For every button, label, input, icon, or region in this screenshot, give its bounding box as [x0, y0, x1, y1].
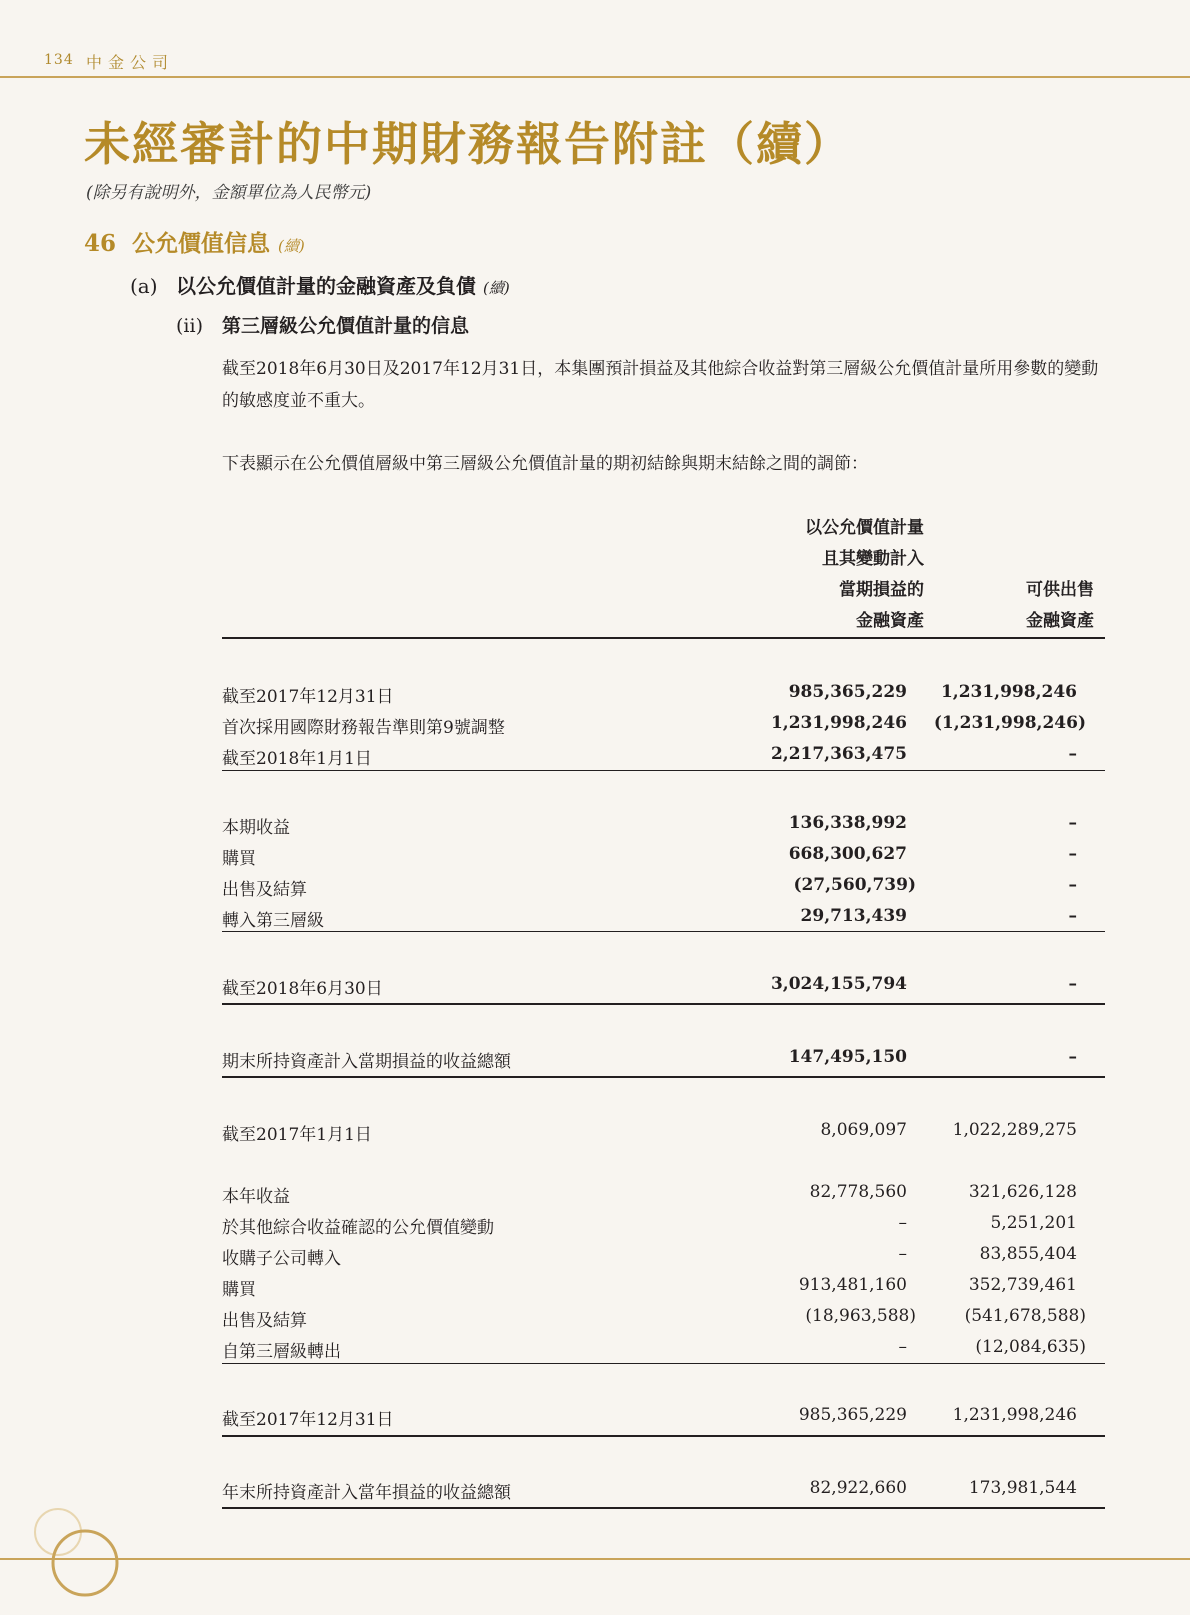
row-value-fvtpl: 136,338,992 — [788, 813, 907, 833]
row-value-fvtpl: – — [898, 1213, 907, 1233]
decorative-rings-icon — [28, 1505, 128, 1605]
table-row — [222, 1302, 1105, 1332]
table-row — [222, 740, 1105, 770]
table-row — [222, 1043, 1105, 1073]
row-label: 截至2018年6月30日 — [222, 979, 383, 999]
row-value-afs: – — [1068, 906, 1077, 926]
row-value-afs: 1,022,289,275 — [952, 1120, 1077, 1140]
table-row — [222, 709, 1105, 739]
table-row — [222, 1474, 1105, 1504]
table-row — [222, 1209, 1105, 1239]
section-continued: (續) — [278, 237, 305, 255]
total-rule — [222, 1076, 1105, 1078]
row-label: 轉入第三層級 — [222, 911, 324, 931]
row-value-fvtpl: 82,778,560 — [809, 1182, 907, 1202]
row-value-afs: (1,231,998,246) — [933, 713, 1086, 733]
column-header-line: 且其變動計入 — [822, 549, 924, 569]
table-row — [222, 809, 1105, 839]
table-row — [222, 1178, 1105, 1208]
table-row — [222, 678, 1105, 708]
page-number: 134 — [44, 52, 74, 68]
subtotal-rule — [222, 770, 1105, 771]
row-label: 本年收益 — [222, 1187, 290, 1207]
section-title: 公允價值信息 — [132, 230, 270, 257]
row-value-fvtpl: (27,560,739) — [793, 875, 916, 895]
subsection-a-title: 以公允價值計量的金融資產及負債 — [176, 274, 476, 298]
footer-rule — [0, 1558, 1190, 1560]
page-subtitle: (除另有說明外，金額單位為人民幣元) — [86, 183, 372, 203]
section-number: 46 — [84, 230, 117, 257]
row-label: 截至2017年12月31日 — [222, 1410, 394, 1430]
column-header-line: 金融資產 — [1026, 611, 1094, 631]
table-row — [222, 840, 1105, 870]
table-row — [222, 1401, 1105, 1431]
column-header-line: 當期損益的 — [839, 580, 924, 600]
row-value-afs: – — [1068, 1047, 1077, 1067]
row-value-afs: 1,231,998,246 — [940, 682, 1077, 702]
row-label: 出售及結算 — [222, 1311, 307, 1331]
row-label: 收購子公司轉入 — [222, 1249, 341, 1269]
column-header-fvtpl — [805, 513, 924, 637]
row-label: 年末所持資產計入當年損益的收益總額 — [222, 1483, 511, 1503]
row-label: 出售及結算 — [222, 880, 307, 900]
table-row — [222, 871, 1105, 901]
section-heading — [84, 225, 305, 258]
row-value-fvtpl: 985,365,229 — [788, 682, 907, 702]
reconciliation-intro: 下表顯示在公允價值層級中第三層級公允價值計量的期初結餘與期末結餘之間的調節： — [222, 454, 868, 474]
row-value-afs: 1,231,998,246 — [952, 1405, 1077, 1425]
column-header-line: 可供出售 — [1026, 580, 1094, 600]
row-label: 期末所持資產計入當期損益的收益總額 — [222, 1052, 511, 1072]
row-value-afs: 173,981,544 — [968, 1478, 1077, 1498]
company-name: 中金公司 — [86, 53, 175, 72]
row-label: 自第三層級轉出 — [222, 1342, 341, 1362]
row-value-fvtpl: (18,963,588) — [805, 1306, 916, 1326]
row-value-afs: – — [1068, 844, 1077, 864]
total-rule — [222, 1507, 1105, 1509]
row-label: 購買 — [222, 1280, 256, 1300]
subsection-ii-label: (ii) — [176, 315, 203, 337]
row-value-fvtpl: 668,300,627 — [788, 844, 907, 864]
row-value-afs: (12,084,635) — [975, 1337, 1086, 1357]
header-rule — [0, 76, 1190, 78]
subsection-ii-heading — [176, 311, 469, 338]
table-row — [222, 1333, 1105, 1363]
total-rule — [222, 1435, 1105, 1437]
row-value-afs: – — [1068, 875, 1077, 895]
row-value-fvtpl: 8,069,097 — [820, 1120, 907, 1140]
subtotal-rule — [222, 931, 1105, 932]
subsection-a-continued: (續) — [482, 279, 510, 297]
table-row — [222, 902, 1105, 932]
row-label: 截至2017年12月31日 — [222, 687, 394, 707]
table-header-rule — [222, 637, 1105, 639]
row-label: 於其他綜合收益確認的公允價值變動 — [222, 1218, 494, 1238]
row-label: 截至2018年1月1日 — [222, 749, 372, 769]
table-row — [222, 1240, 1105, 1270]
row-value-fvtpl: 3,024,155,794 — [770, 974, 907, 994]
page-title: 未經審計的中期財務報告附註（續） — [84, 117, 852, 171]
row-value-fvtpl: 29,713,439 — [800, 906, 907, 926]
row-value-fvtpl: 82,922,660 — [809, 1478, 907, 1498]
row-value-fvtpl: 147,495,150 — [788, 1047, 907, 1067]
column-header-line: 金融資產 — [856, 611, 924, 631]
total-rule — [222, 1003, 1105, 1005]
row-label: 本期收益 — [222, 818, 290, 838]
sensitivity-paragraph: 截至2018年6月30日及2017年12月31日，本集團預計損益及其他綜合收益對第三層級公允價值計量所用參數的變動的敏感度並不重大。 — [222, 359, 1099, 411]
row-value-afs: – — [1068, 974, 1077, 994]
page-header — [0, 0, 1190, 78]
subtotal-rule — [222, 1363, 1105, 1364]
row-value-afs: 5,251,201 — [990, 1213, 1077, 1233]
subsection-a-label: (a) — [130, 274, 158, 298]
row-value-afs: (541,678,588) — [964, 1306, 1086, 1326]
subsection-ii-title: 第三層級公允價值計量的信息 — [222, 315, 470, 337]
row-label: 截至2017年1月1日 — [222, 1125, 372, 1145]
row-label: 購買 — [222, 849, 256, 869]
row-value-fvtpl: 1,231,998,246 — [770, 713, 907, 733]
table-row — [222, 1116, 1105, 1146]
row-value-afs: – — [1068, 813, 1077, 833]
subsection-a-heading — [130, 270, 510, 299]
row-value-afs: 352,739,461 — [968, 1275, 1077, 1295]
row-value-fvtpl: 913,481,160 — [798, 1275, 907, 1295]
column-header-afs — [1026, 575, 1094, 637]
column-header-line: 以公允價值計量 — [805, 518, 924, 538]
row-label: 首次採用國際財務報告準則第9號調整 — [222, 718, 505, 738]
row-value-afs: – — [1068, 744, 1077, 764]
table-row — [222, 970, 1105, 1000]
row-value-fvtpl: 2,217,363,475 — [770, 744, 907, 764]
row-value-afs: 83,855,404 — [979, 1244, 1077, 1264]
table-row — [222, 1271, 1105, 1301]
row-value-fvtpl: – — [898, 1244, 907, 1264]
row-value-fvtpl: – — [898, 1337, 907, 1357]
row-value-fvtpl: 985,365,229 — [798, 1405, 907, 1425]
row-value-afs: 321,626,128 — [968, 1182, 1077, 1202]
